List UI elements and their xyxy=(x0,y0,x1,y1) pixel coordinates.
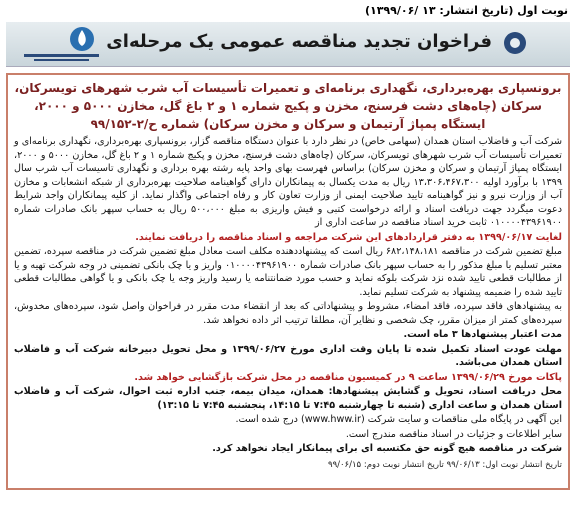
paragraph-validity: مدت اعتبار پیشنهادها ۳ ماه است. xyxy=(403,329,562,340)
paragraph-details: سایر اطلاعات و جزئیات در اسناد مناقصه مندرج است. xyxy=(345,428,562,440)
bullet-icon xyxy=(504,32,526,54)
paragraph-deadline: لغایت ۱۳۹۹/۰۶/۱۷ به دفتر قراردادهای این شرکت مراجعه و اسناد مناقصه را دریافت نمایند. xyxy=(135,231,562,243)
notice-footer: تاریخ انتشار نوبت اول: ۹۹/۰۶/۱۳ تاریخ انتشار نوبت دوم: ۹۹/۰۶/۱۵ xyxy=(328,459,562,470)
notice-heading: برونسپاری بهره‌برداری، نگهداری برنامه‌ای و تعمیرات تأسیسات آب شرب شهرهای تویسرکان، سرکان (چاه‌های دشت فرسنج، مخزن و پکیج شماره ۱ و ۲ باغ گل، مخازن ۵۰۰۰ و ۲۰۰۰، ایستگاه پمپاژ آرتیمان و سرکان و مخزن سرکان) شماره ح/۲-۹۹/۱۵۲ xyxy=(14,81,562,131)
paragraph-website: این آگهی در پایگاه ملی مناقصات و سایت شرکت (www.hww.ir) درج شده است. xyxy=(235,414,562,425)
company-logo xyxy=(14,22,109,64)
notice-body xyxy=(14,135,562,456)
paragraph-opening: پاکات مورخ ۱۳۹۹/۰۶/۲۹ ساعت ۹ در کمیسیون مناقصه در محل شرکت بازگشایی خواهد شد. xyxy=(134,371,562,383)
notice-banner xyxy=(6,22,570,67)
notice-title: فراخوان تجدید مناقصه عمومی یک مرحله‌ای xyxy=(106,31,492,52)
paragraph-guarantee: مبلغ تضمین شرکت در مناقصه ۶۸۲،۱۴۸،۱۸۱ ریال است که پیشنهاددهنده مکلف است معادل مبلغ تضمین شرکت در مناقصه سپرده، تضمین معتبر تسلیم یا مبلغ مذکور را به حساب سپهر بانک صادرات شماره ۰۱۰۰۰۰۴۳۹۶۱۹۰۰ واریز و یا چک بانکی تضمینی در وجه شرکت تهیه و یا از مطالبات قطعی تایید شده نزد شرکت بلوکه نماید و حسب مورد ضمانتنامه یا رسید واریز وجه یا چک بانکی و یا گواهی مطالبات قطعی تایید شده را ضمیمه پیشنهاد به شرکت تسلیم نماید. xyxy=(14,246,562,298)
paragraph-rejection: به پیشنهادهای فاقد سپرده، فاقد امضاء، مشروط و پیشنهاداتی که بعد از انقضاء مدت مقرر در فراخوان واصل شود، سپرده‌های مخدوش، سپرده‌های کمتر از میزان مقرر، چک شخصی و نظایر آن، مطلقا ترتیب اثر داده نخواهد شد. xyxy=(14,301,562,326)
publication-line: نوبت اول (تاریخ انتشار: ۱۳ /۱۳۹۹/۰۶) xyxy=(364,4,568,17)
paragraph-address: محل دریافت اسناد، تحویل و گشایش پیشنهادها: همدان، میدان بیمه، جنب اداره ثبت احوال، شرکت آب و فاضلاب استان همدان و ساعت اداری (شنبه تا چهارشنبه ۷:۴۵ تا ۱۴:۱۵، پنجشنبه ۷:۴۵ تا ۱۳:۱۵) xyxy=(14,386,562,411)
paragraph-return: مهلت عودت اسناد تکمیل شده تا پایان وقت اداری مورخ ۱۳۹۹/۰۶/۲۷ و محل تحویل دبیرخانه شرکت آب و فاضلاب استان همدان می‌باشد. xyxy=(14,343,563,368)
paragraph-intro: شرکت آب و فاضلاب استان همدان (سهامی خاص) در نظر دارد با عنوان دستگاه مناقصه گزار، برونسپاری بهره‌برداری، نگهداری برنامه‌ای و تعمیرات تأسیسات آب شرب شهرهای تویسرکان، سرکان (چاه‌های دشت فرسنج، مخزن و پکیج شماره ۱ و ۲ باغ گل، مخازن ۵۰۰۰ و ۲۰۰۰، ایستگاه پمپاژ آرتیمان و سرکان و مخزن سرکان) براساس فهرست بهای واحد پایه رشته بهره برداری و نگهداری تاسیسات آب شرب سال ۱۳۹۹ با برآورد اولیه ۱۳،۳۰۶،۴۶۷،۳۰۰ ریال به مدت یکسال به پیمانکاران دارای گواهینامه صلاحیت بهره‌برداری از شبکه انشعابات و مخازن آب از وزارت نیرو و نیز گواهینامه تایید صلاحیت ایمنی از وزارت تعاون کار و رفاه اجتماعی واگذار نماید. از کلیه پیمانکاران واجد شرایط دعوت میگردد جهت دریافت اسناد و ارائه درخواست کتبی و فیش واریزی به مبلغ ۵۰۰،۰۰۰ ریال به حساب سپهر بانک صادرات شماره ۰۱۰۰۰۰۴۳۹۶۱۹۰۰ ثابت خرید اسناد مناقصه در ساعت اداری از xyxy=(14,136,563,228)
notice-frame xyxy=(6,73,570,490)
paragraph-rights: شرکت در مناقصه هیچ گونه حق مکتسبه ای برای پیمانکار ایجاد نخواهد کرد. xyxy=(212,443,562,454)
